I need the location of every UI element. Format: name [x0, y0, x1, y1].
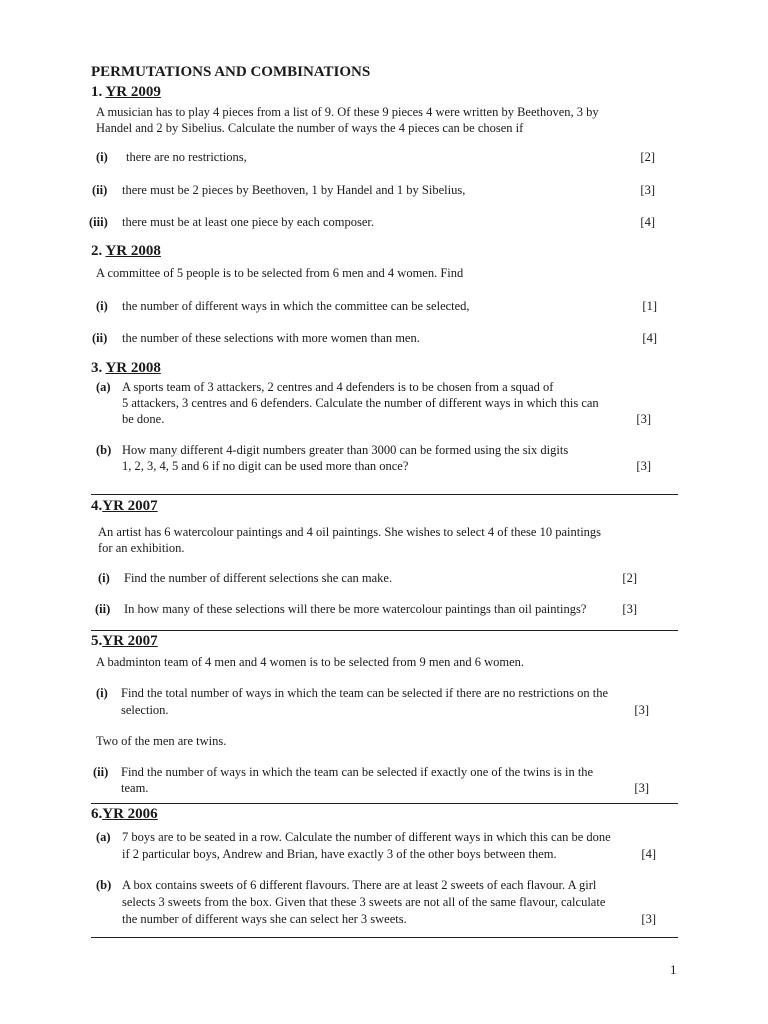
page-number: 1 [670, 962, 677, 977]
part-text: there are no restrictions, [126, 150, 247, 164]
part-text-line-1: Find the number of ways in which the team can be selected if exactly one of the twins is in the [121, 765, 594, 779]
question-number: 4. [91, 498, 103, 514]
question-2-intro: A committee of 5 people is to be selected from 6 men and 4 women. Find [96, 266, 464, 280]
part-text-line-2: selects 3 sweets from the box. Given that these 3 sweets are not all of the same flavour, calculate [122, 895, 606, 909]
part-label: (iii) [89, 215, 108, 229]
question-number: 6. [91, 806, 103, 822]
question-number: 3. [91, 360, 103, 376]
marks: [3] [634, 703, 649, 717]
part-label: (ii) [95, 602, 111, 616]
question-4-intro-line-2: for an exhibition. [98, 541, 185, 555]
part-label: (b) [96, 878, 112, 892]
part-label: (a) [96, 380, 111, 394]
question-4-intro-line-1: An artist has 6 watercolour paintings and 4 oil paintings. She wishes to select 4 of these 10 paintings [98, 525, 602, 539]
question-number: 5. [91, 633, 103, 649]
part-label: (ii) [92, 331, 108, 345]
section-divider [91, 803, 678, 804]
part-text: there must be 2 pieces by Beethoven, 1 by Handel and 1 by Sibelius, [122, 183, 466, 197]
marks: [1] [642, 299, 657, 313]
page-title: PERMUTATIONS AND COMBINATIONS [91, 64, 371, 80]
part-text-line-2: 1, 2, 3, 4, 5 and 6 if no digit can be used more than once? [122, 459, 409, 473]
marks: [3] [622, 602, 637, 616]
marks: [3] [641, 912, 656, 926]
question-6-heading [91, 806, 158, 823]
part-text-line-1: Find the total number of ways in which the team can be selected if there are no restrictions on the [121, 686, 608, 700]
question-year: YR 2006 [102, 806, 158, 822]
question-3-heading [91, 360, 161, 377]
part-label: (ii) [93, 765, 109, 779]
part-text: In how many of these selections will there be more watercolour paintings than oil paintings? [124, 602, 587, 616]
question-year: YR 2007 [102, 633, 158, 649]
marks: [2] [640, 150, 655, 164]
section-divider [91, 494, 678, 495]
marks: [3] [636, 412, 651, 426]
question-number: 2. [91, 243, 103, 259]
part-text: there must be at least one piece by each composer. [122, 215, 374, 229]
part-label: (a) [96, 830, 111, 844]
question-2-heading [91, 243, 161, 260]
part-text: the number of these selections with more women than men. [122, 331, 420, 345]
question-year: YR 2007 [102, 498, 158, 514]
part-text-line-2: 5 attackers, 3 centres and 6 defenders. Calculate the number of different ways in which this can [122, 396, 599, 410]
section-divider [91, 937, 678, 938]
question-1-intro-line-2: Handel and 2 by Sibelius. Calculate the number of ways the 4 pieces can be chosen if [96, 121, 524, 135]
part-text-line-1: A sports team of 3 attackers, 2 centres and 4 defenders is to be chosen from a squad of [122, 380, 554, 394]
marks: [4] [640, 215, 655, 229]
question-5-intro: A badminton team of 4 men and 4 women is to be selected from 9 men and 6 women. [96, 655, 525, 669]
question-year: YR 2009 [105, 84, 161, 100]
question-1-heading [91, 84, 161, 101]
question-5-heading [91, 633, 158, 650]
part-label: (i) [96, 299, 108, 313]
part-label: (i) [96, 150, 108, 164]
marks: [2] [622, 571, 637, 585]
part-text-line-3: the number of different ways she can select her 3 sweets. [122, 912, 407, 926]
part-text-line-2: selection. [121, 703, 169, 717]
question-year: YR 2008 [105, 243, 161, 259]
marks: [3] [634, 781, 649, 795]
part-text-line-3: be done. [122, 412, 165, 426]
part-text: Find the number of different selections she can make. [124, 571, 393, 585]
part-label: (i) [98, 571, 110, 585]
marks: [4] [642, 331, 657, 345]
part-text-line-2: if 2 particular boys, Andrew and Brian, have exactly 3 of the other boys between them. [122, 847, 557, 861]
marks: [4] [641, 847, 656, 861]
part-text-line-1: A box contains sweets of 6 different flavours. There are at least 2 sweets of each flavour. A girl [122, 878, 597, 892]
part-label: (ii) [92, 183, 108, 197]
part-text-line-1: How many different 4-digit numbers greater than 3000 can be formed using the six digits [122, 443, 569, 457]
question-number: 1. [91, 84, 103, 100]
question-4-heading [91, 498, 158, 515]
question-year: YR 2008 [105, 360, 161, 376]
question-1-intro-line-1: A musician has to play 4 pieces from a list of 9. Of these 9 pieces 4 were written by Beethoven, 3 by [96, 105, 599, 119]
section-divider [91, 630, 678, 631]
part-text-line-1: 7 boys are to be seated in a row. Calculate the number of different ways in which this can be done [122, 830, 611, 844]
question-5-note: Two of the men are twins. [96, 734, 227, 748]
part-label: (b) [96, 443, 112, 457]
marks: [3] [636, 459, 651, 473]
part-label: (i) [96, 686, 108, 700]
marks: [3] [640, 183, 655, 197]
part-text-line-2: team. [121, 781, 149, 795]
part-text: the number of different ways in which the committee can be selected, [122, 299, 470, 313]
